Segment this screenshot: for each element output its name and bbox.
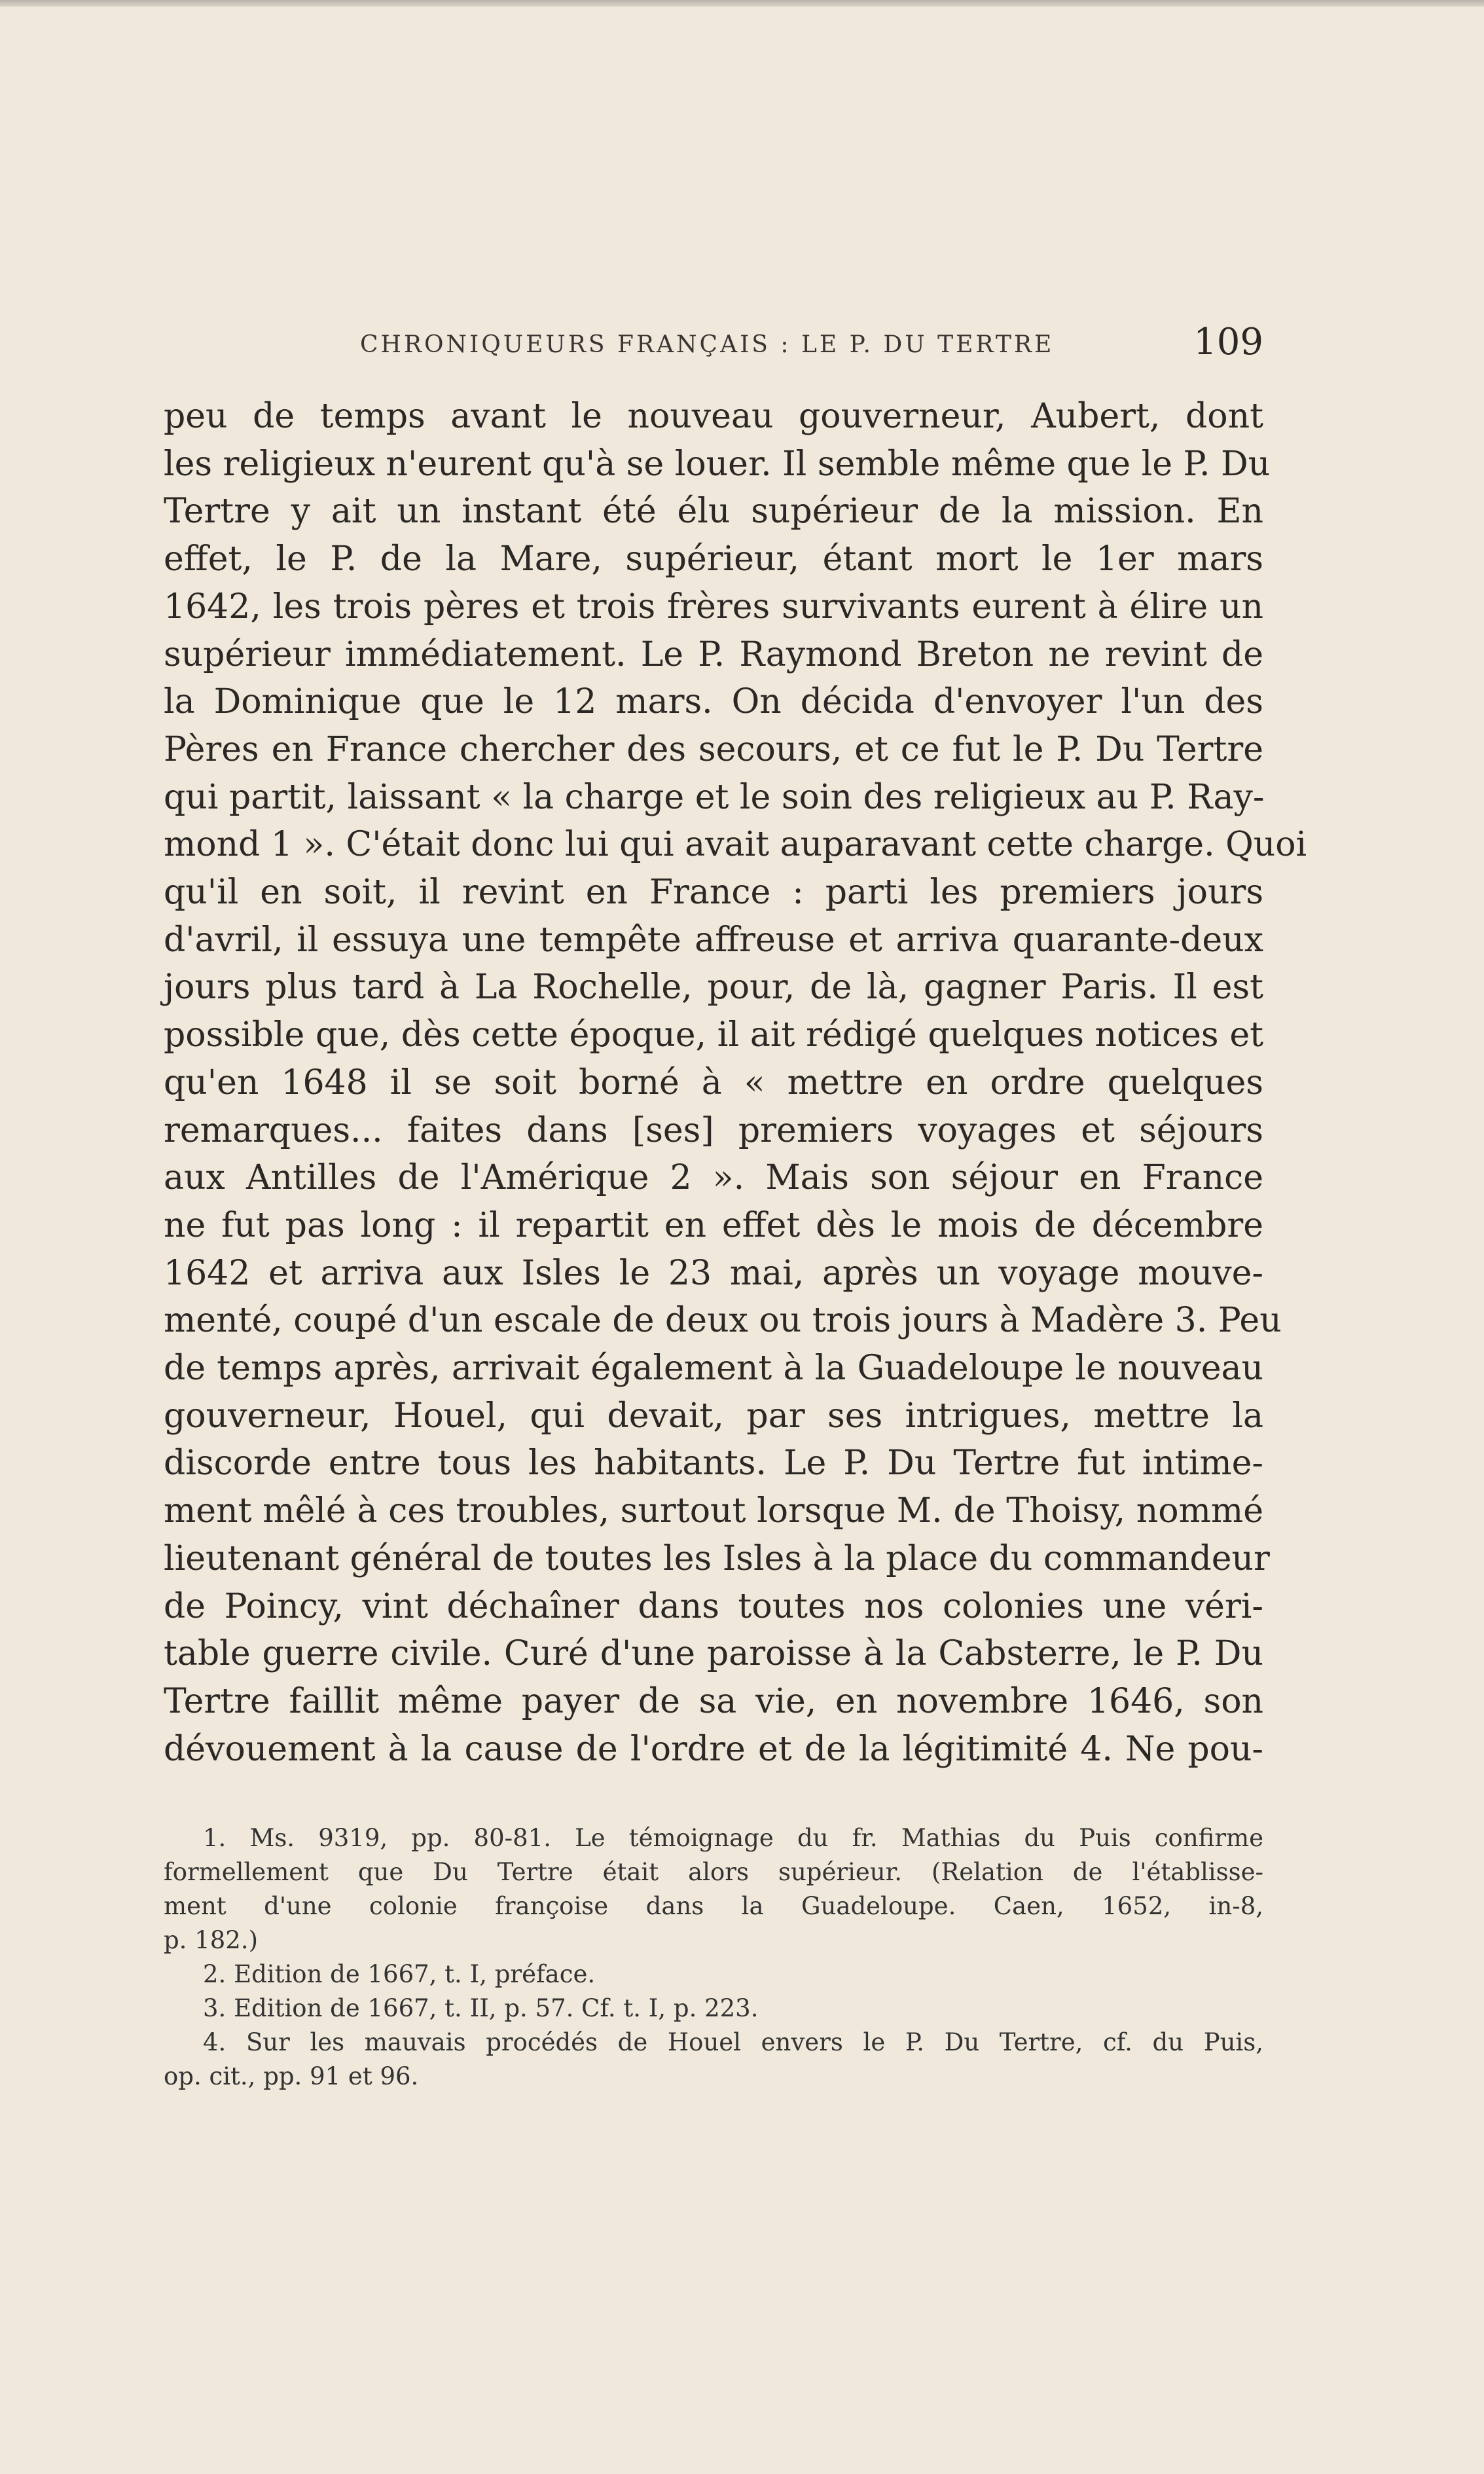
text-line: d'avril, il essuya une tempête affreuse et arriva quarante-deux — [164, 920, 1263, 960]
text-line: aux Antilles de l'Amérique 2 ». Mais son séjour en France — [164, 1158, 1263, 1198]
footnote-2: 2. Edition de 1667, t. I, préface. — [203, 1960, 596, 1988]
footnote-line: op. cit., pp. 91 et 96. — [164, 2062, 419, 2090]
text-line: 1642, les trois pères et trois frères survivants eurent à élire un — [164, 587, 1263, 627]
running-header — [164, 321, 1263, 367]
text-line: dévouement à la cause de l'ordre et de la légitimité 4. Ne pou- — [164, 1729, 1263, 1769]
text-line: Tertre faillit même payer de sa vie, en novembre 1646, son — [164, 1681, 1263, 1721]
footnote-line: 1. Ms. 9319, pp. 80-81. Le témoignage du fr. Mathias du Puis confirme — [203, 1824, 1263, 1852]
text-line: qu'en 1648 il se soit borné à « mettre en ordre quelques — [164, 1063, 1263, 1102]
text-line: de temps après, arrivait également à la Guadeloupe le nouveau — [164, 1349, 1263, 1389]
running-title: CHRONIQUEURS FRANÇAIS : LE P. DU TERTRE — [360, 331, 1055, 358]
footnote-line: formellement que Du Tertre était alors supérieur. (Relation de l'établisse- — [164, 1858, 1263, 1886]
text-line: discorde entre tous les habitants. Le P. Du Tertre fut intime- — [164, 1444, 1263, 1483]
page-top-edge — [0, 0, 1484, 7]
text-line: menté, coupé d'un escale de deux ou trois jours à Madère 3. Peu — [164, 1301, 1282, 1341]
text-line: ment mêlé à ces troubles, surtout lorsque M. de Thoisy, nommé — [164, 1491, 1263, 1531]
footnote-3: 3. Edition de 1667, t. II, p. 57. Cf. t. I, p. 223. — [203, 1994, 759, 2022]
text-line: gouverneur, Houel, qui devait, par ses intrigues, mettre la — [164, 1396, 1263, 1436]
text-line: effet, le P. de la Mare, supérieur, étant mort le 1er mars — [164, 539, 1263, 579]
footnote-line: p. 182.) — [164, 1926, 259, 1954]
text-line: peu de temps avant le nouveau gouverneur, Aubert, dont — [164, 397, 1263, 436]
text-line: possible que, dès cette époque, il ait rédigé quelques notices et — [164, 1015, 1263, 1055]
footnote-4 — [164, 2026, 1263, 2094]
main-text — [164, 393, 1307, 1773]
text-line: de Poincy, vint déchaîner dans toutes nos colonies une véri- — [164, 1586, 1263, 1626]
text-line: les religieux n'eurent qu'à se louer. Il semble même que le P. Du — [164, 444, 1271, 484]
footnotes — [164, 1821, 1263, 2094]
text-line: jours plus tard à La Rochelle, pour, de là, gagner Paris. Il est — [164, 968, 1263, 1008]
text-line: supérieur immédiatement. Le P. Raymond Breton ne revint de — [164, 634, 1263, 674]
text-line: la Dominique que le 12 mars. On décida d'envoyer l'un des — [164, 682, 1263, 722]
page-number: 109 — [1193, 321, 1263, 363]
text-line: mond 1 ». C'était donc lui qui avait auparavant cette charge. Quoi — [164, 825, 1307, 865]
text-line: remarques... faites dans [ses] premiers voyages et séjours — [164, 1110, 1263, 1150]
text-line: qui partit, laissant « la charge et le soin des religieux au P. Ray- — [164, 777, 1265, 817]
footnote-line: 4. Sur les mauvais procédés de Houel envers le P. Du Tertre, cf. du Puis, — [203, 2028, 1263, 2056]
footnote-1 — [164, 1821, 1263, 1957]
text-line: Tertre y ait un instant été élu supérieur de la mission. En — [164, 492, 1263, 532]
text-line: lieutenant général de toutes les Isles à la place du commandeur — [164, 1538, 1270, 1578]
text-line: table guerre civile. Curé d'une paroisse à la Cabsterre, le P. Du — [164, 1634, 1263, 1674]
text-line: 1642 et arriva aux Isles le 23 mai, après un voyage mouve- — [164, 1253, 1263, 1293]
footnote-line: ment d'une colonie françoise dans la Guadeloupe. Caen, 1652, in-8, — [164, 1892, 1263, 1920]
text-line: ne fut pas long : il repartit en effet dès le mois de décembre — [164, 1205, 1263, 1245]
text-line: qu'il en soit, il revint en France : parti les premiers jours — [164, 873, 1263, 913]
text-line: Pères en France chercher des secours, et ce fut le P. Du Tertre — [164, 729, 1263, 769]
